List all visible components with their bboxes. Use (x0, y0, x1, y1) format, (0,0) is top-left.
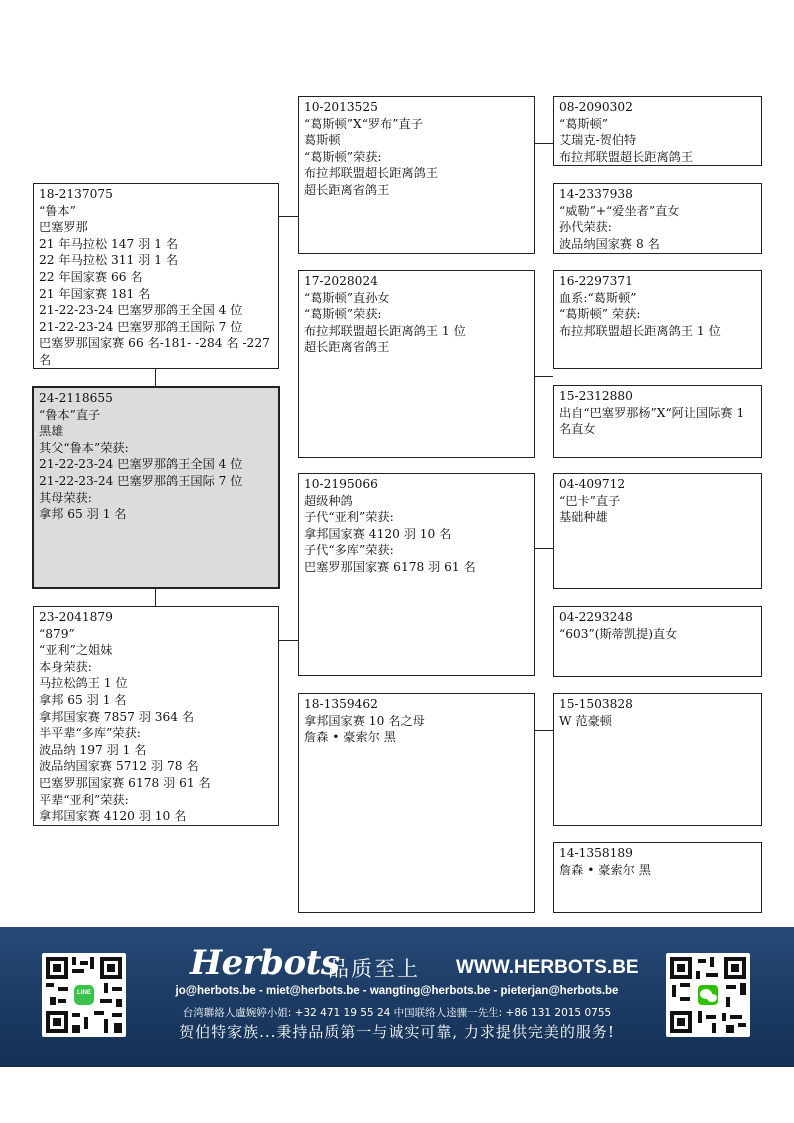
gg6-box (553, 606, 762, 677)
info-line: 黑雄 (39, 424, 64, 439)
info-line: “葛斯顿”X“罗布”直子 (304, 116, 423, 131)
connector-subject-dam (155, 588, 156, 606)
dam-box (33, 606, 279, 826)
subject-box (32, 386, 280, 589)
info-line: 22 年马拉松 311 羽 1 名 (39, 253, 179, 268)
info-line: 波品纳国家赛 5712 羽 78 名 (39, 759, 199, 774)
gg8-box (553, 842, 762, 913)
sire-box (33, 183, 279, 369)
info-line: 21 年马拉松 147 羽 1 名 (39, 236, 179, 251)
info-line: 布拉邦联盟超长距离鸽王 1 位 (304, 323, 466, 338)
qr-code-right[interactable] (666, 953, 750, 1037)
company-motto: 贺伯特家族...秉持品质第一与诚实可靠, 力求提供完美的服务! (179, 1023, 615, 1041)
info-line: “鲁本”直子 (39, 407, 101, 422)
connector-sire-subject (155, 368, 156, 387)
info-line: 半平辈“多库”荣获: (39, 726, 141, 741)
ring-number: 16-2297371 (559, 274, 633, 288)
info-line: 其父“鲁本”荣获: (39, 440, 129, 455)
info-line: “葛斯顿” 荣获: (559, 307, 641, 322)
connector-gen3-c (534, 548, 553, 549)
info-line: 巴塞罗那国家赛 6178 羽 61 名 (39, 775, 211, 790)
info-line: 拿邦 65 羽 1 名 (39, 507, 127, 522)
info-line: 波品纳国家赛 8 名 (559, 236, 660, 251)
info-line: “亚利”之姐妹 (39, 643, 113, 658)
gg7-box (553, 693, 762, 826)
info-line: “鲁本” (39, 203, 76, 218)
ring-number: 14-2337938 (559, 187, 633, 201)
info-line: 拿邦 65 羽 1 名 (39, 692, 127, 707)
gg1-box (553, 96, 762, 166)
website-link[interactable]: WWW.HERBOTS.BE (456, 957, 639, 978)
footer-banner (0, 927, 794, 1067)
ring-number: 18-2137075 (39, 187, 113, 201)
gg3-box (553, 270, 762, 369)
info-line: 巴塞罗那 (39, 220, 88, 235)
ring-number: 14-1358189 (559, 846, 633, 860)
ring-number: 18-1359462 (304, 697, 378, 711)
gg2-box (553, 183, 762, 254)
info-line: 拿邦国家赛 7857 羽 364 名 (39, 709, 195, 724)
gg4-box (553, 385, 762, 458)
info-line: 布拉邦联盟超长距离鸽王 (304, 166, 439, 181)
connector-dam-branch (278, 640, 298, 641)
info-line: 本身荣获: (39, 659, 92, 674)
info-line: 其母荣获: (39, 490, 92, 505)
info-line: 基础种雄 (559, 510, 608, 525)
info-line: 21-22-23-24 巴塞罗那鸽王国际 7 位 (39, 473, 243, 488)
info-line: 拿邦国家赛 10 名之母 (304, 713, 425, 728)
ring-number: 24-2118655 (39, 391, 113, 405)
info-line: 子代“多库”荣获: (304, 543, 394, 558)
ring-number: 10-2195066 (304, 477, 378, 491)
info-line: “威勒”+“爱坐者”直女 (559, 203, 680, 218)
info-line: W 范豪顿 (559, 713, 612, 728)
brand-slogan: 品质至上 (328, 957, 420, 981)
dam-dam-box (298, 693, 535, 913)
info-line: 詹森 • 豪索尔 黑 (304, 730, 396, 745)
info-line: 拿邦国家赛 4120 羽 10 名 (304, 526, 452, 541)
qr-code-left[interactable] (42, 953, 126, 1037)
ring-number: 15-2312880 (559, 389, 633, 403)
info-line: 子代“亚利”荣获: (304, 510, 394, 525)
ring-number: 04-2293248 (559, 610, 633, 624)
sire-dam-box (298, 270, 535, 458)
info-line: 出自“巴塞罗那杨”X“阿让国际赛 1 名直女 (559, 405, 745, 437)
info-line: 超长距离省鸽王 (304, 340, 390, 355)
info-line: “879” (39, 626, 75, 641)
qr-pattern-right (666, 953, 750, 1037)
sire-sire-box (298, 96, 535, 254)
connector-gen3-d (534, 730, 553, 731)
info-line: 布拉邦联盟超长距离鸽王 (559, 149, 694, 164)
line-icon: LINE (77, 990, 91, 996)
info-line: 巴塞罗那国家赛 66 名-181- -284 名 -227 名 (39, 336, 270, 367)
ring-number: 04-409712 (559, 477, 626, 491)
dam-sire-box (298, 473, 535, 676)
ring-number: 15-1503828 (559, 697, 633, 711)
info-line: 超级种鸽 (304, 493, 353, 508)
info-line: 21-22-23-24 巴塞罗那鸽王国际 7 位 (39, 319, 243, 334)
connector-gen3-b (534, 376, 553, 377)
info-line: 葛斯顿 (304, 133, 341, 148)
info-line: 詹森 • 豪索尔 黑 (559, 862, 651, 877)
connector-sire-branch (278, 216, 298, 217)
info-line: “葛斯顿”荣获: (304, 307, 382, 322)
brand-logo: Herbots (190, 943, 340, 983)
info-line: 马拉松鸽王 1 位 (39, 676, 128, 691)
info-line: 22 年国家赛 66 名 (39, 269, 143, 284)
info-line: 血系:“葛斯顿” (559, 290, 637, 305)
info-line: “603”(斯蒂凯提)直女 (559, 626, 678, 641)
gg5-box (553, 473, 762, 589)
info-line: 拿邦国家赛 4120 羽 10 名 (39, 809, 187, 824)
connector-gen3-a (534, 143, 553, 144)
info-line: 21 年国家赛 181 名 (39, 286, 151, 301)
email-list[interactable]: jo@herbots.be - miet@herbots.be - wangting@herbots.be - pieterjan@herbots.be (175, 985, 619, 997)
info-line: 艾瑞克-贺伯特 (559, 133, 637, 148)
brand-row (190, 943, 639, 987)
info-line: 孙代荣获: (559, 220, 612, 235)
info-line: 21-22-23-24 巴塞罗那鸽王全国 4 位 (39, 303, 243, 318)
info-line: 平辈“亚利”荣获: (39, 792, 129, 807)
info-line: “葛斯顿” (559, 116, 609, 131)
ring-number: 10-2013525 (304, 100, 378, 114)
ring-number: 23-2041879 (39, 610, 113, 624)
info-line: 布拉邦联盟超长距离鸽王 1 位 (559, 323, 721, 338)
info-line: 巴塞罗那国家赛 6178 羽 61 名 (304, 559, 476, 574)
info-line: “葛斯顿”直孙女 (304, 290, 390, 305)
info-line: 波品纳 197 羽 1 名 (39, 742, 147, 757)
info-line: “巴卡”直子 (559, 493, 621, 508)
info-line: 超长距离省鸽王 (304, 182, 390, 197)
ring-number: 17-2028024 (304, 274, 378, 288)
info-line: 21-22-23-24 巴塞罗那鸽王全国 4 位 (39, 457, 243, 472)
contact-phones: 台湾聯絡人盧婉婷小姐: +32 471 19 55 24 中国联络人逵骤一先生: +86 131 2015 0755 (182, 1007, 612, 1019)
ring-number: 08-2090302 (559, 100, 633, 114)
info-line: “葛斯顿”荣获: (304, 149, 382, 164)
